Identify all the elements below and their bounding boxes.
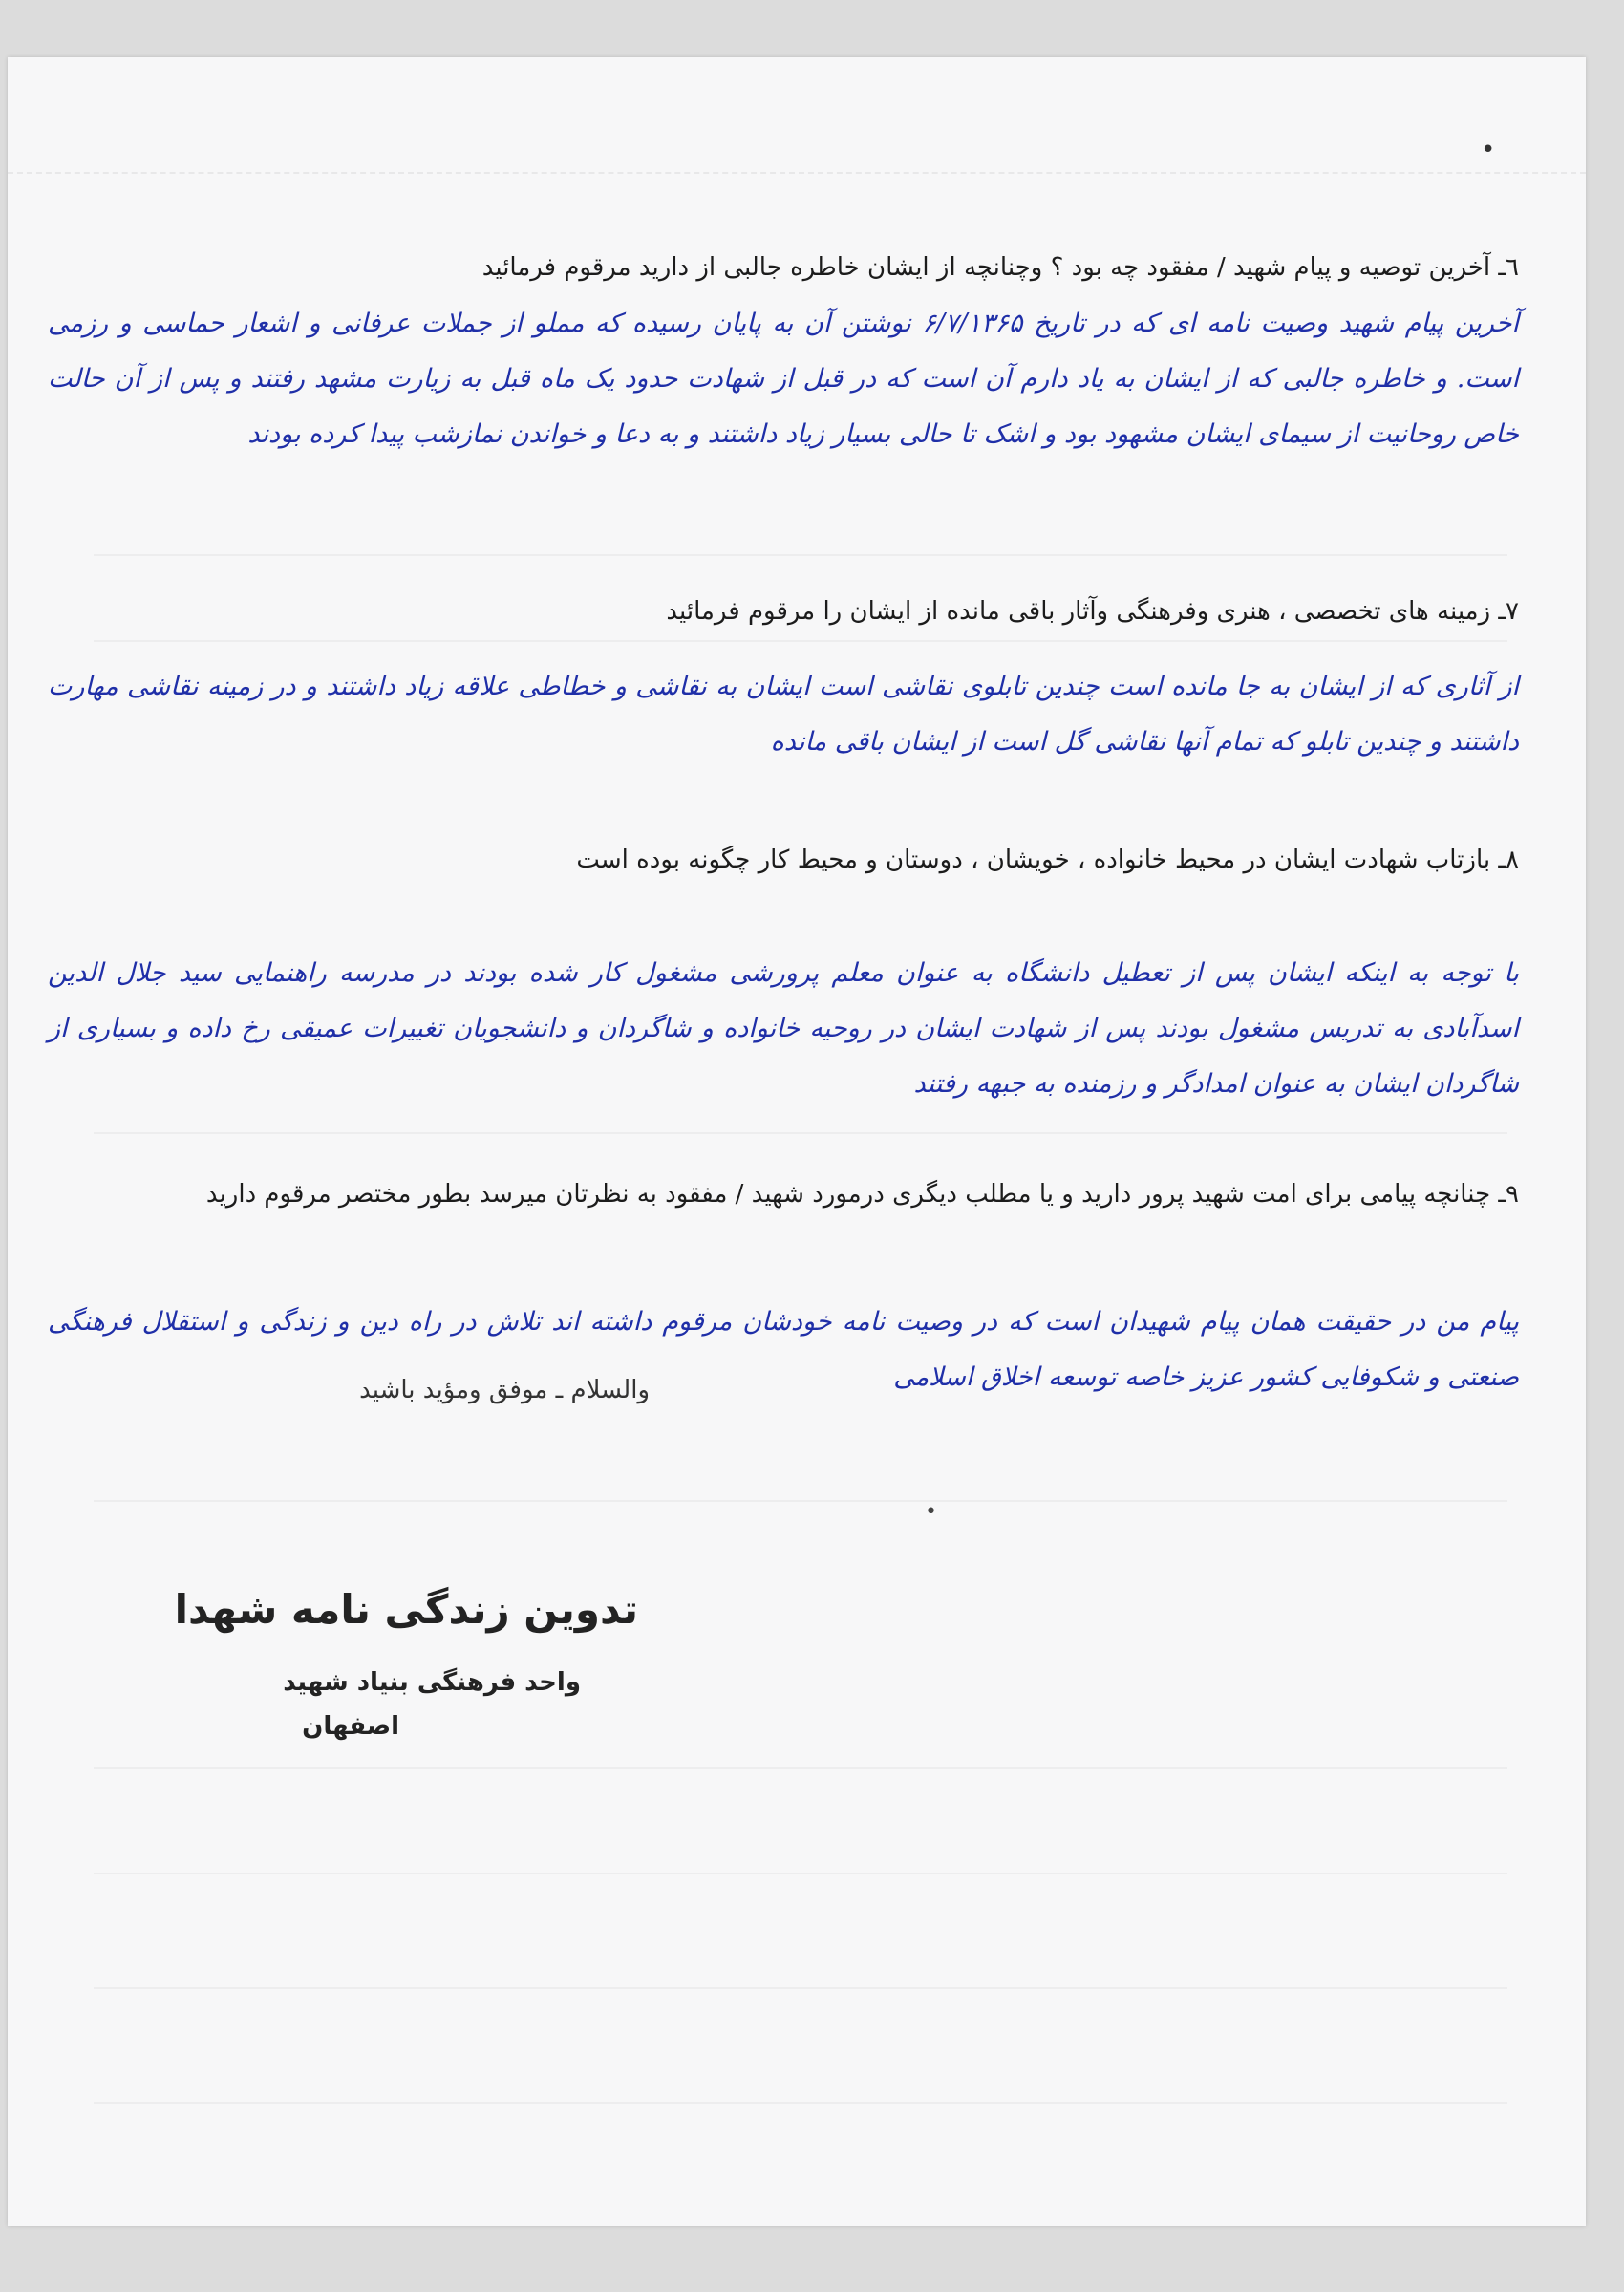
question-8: ٨ـ بازتاب شهادت ایشان در محیط خانواده ، خویشان ، دوستان و محیط کار چگونه بوده است xyxy=(576,846,1519,874)
bleed-through-line xyxy=(94,1767,1507,1769)
stamp-unit: واحد فرهنگی بنیاد شهید xyxy=(283,1668,581,1697)
answer-9: پیام من در حقیقت همان پیام شهیدان است که در وصیت نامه خودشان مرقوم داشته اند تلاش در راه دین و زندگی و استقلال فرهنگی صنعتی و شکوفایی کشور عزیز خاصه توسعه اخلاق اسلامی xyxy=(48,1307,1519,1392)
stamp-title: تدوین زندگی نامه شهدا xyxy=(174,1586,638,1633)
bleed-through-line xyxy=(94,1873,1507,1874)
question-9: ٩ـ چنانچه پیامی برای امت شهید پرور دارید و یا مطلب دیگری درمورد شهید / مفقود به نظرتان میرسد بطور مختصر مرقوم دارید xyxy=(205,1180,1519,1209)
bleed-through-line xyxy=(94,1132,1507,1134)
answer-6: آخرین پیام شهید وصیت نامه ای که در تاریخ ۶/۷/۱۳۶۵ نوشتن آن به پایان رسیده که مملو از جملات عرفانی و اشعار حماسی و رزمی است. و خاطره جالبی که از ایشان به یاد دارم آن است که در قبل از شهادت حدود یک ماه قبل به زیارت مشهد رفتند و پس از آن حالت خاص روحانیت از سیمای ایشان مشهود بود و اشک تا حالی بسیار زیاد داشتند و به دعا و خواندن نمازشب پیدا کرده بودند xyxy=(48,309,1519,449)
closing-salutation: والسلام ـ موفق ومؤید باشید xyxy=(359,1376,650,1404)
bleed-through-line xyxy=(94,1987,1507,1989)
question-7: ٧ـ زمینه های تخصصی ، هنری وفرهنگی وآثار باقی مانده از ایشان را مرقوم فرمائید xyxy=(666,597,1519,626)
ink-dot: • xyxy=(1481,136,1496,164)
question-6: ٦ـ آخرین توصیه و پیام شهید / مفقود چه بود ؟ وچنانچه از ایشان خاطره جالبی از دارید مرقوم فرمائید xyxy=(481,253,1519,282)
stamp-city: اصفهان xyxy=(302,1712,399,1741)
ink-dot: • xyxy=(925,1500,937,1524)
bleed-through-line xyxy=(8,172,1586,185)
bleed-through-line xyxy=(94,2102,1507,2104)
scanned-page xyxy=(8,57,1586,2226)
office-stamp xyxy=(141,1576,638,1767)
bleed-through-line xyxy=(94,554,1507,556)
answer-8: با توجه به اینکه ایشان پس از تعطیل دانشگاه به عنوان معلم پرورشی مشغول کار شده بودند در مدرسه راهنمایی سید جلال الدین اسدآبادی به تدریس مشغول بودند پس از شهادت ایشان در روحیه خانواده و شاگردان و دانشجویان تغییرات عمیقی رخ داده و بسیاری از شاگردان ایشان به عنوان امدادگر و رزمنده به جبهه رفتند xyxy=(48,958,1519,1099)
answer-7: از آثاری که از ایشان به جا مانده است چندین تابلوی نقاشی است ایشان به نقاشی و خطاطی علاقه زیاد داشتند و در زمینه نقاشی مهارت داشتند و چندین تابلو که تمام آنها نقاشی گل است از ایشان باقی مانده xyxy=(48,672,1519,757)
bleed-through-line xyxy=(94,1500,1507,1502)
